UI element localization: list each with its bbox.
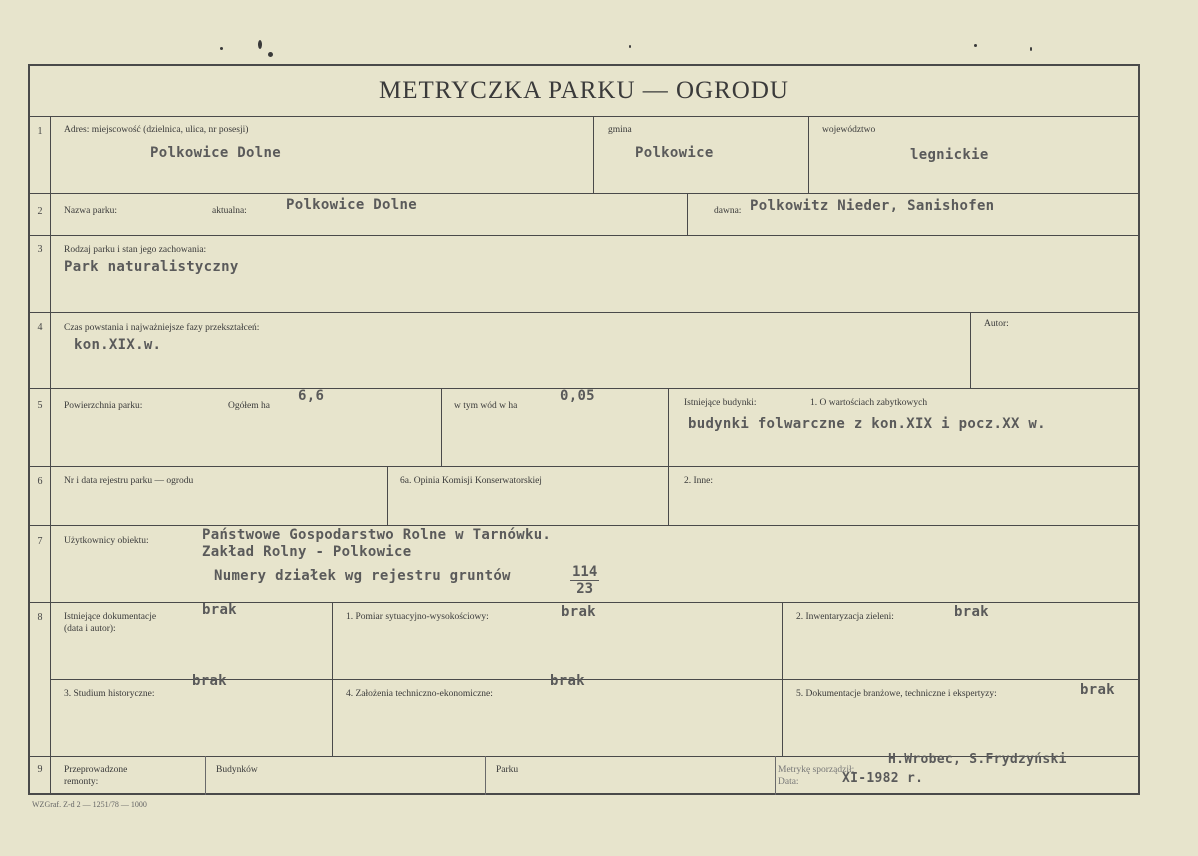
cell-divider (970, 312, 971, 388)
creation-time-label: Czas powstania i najważniejsze fazy przekształceń: (64, 323, 260, 333)
row-divider (30, 466, 1138, 467)
survey-value: brak (561, 604, 596, 620)
voivodeship-value: legnickie (910, 147, 989, 163)
paper-speck (268, 52, 273, 57)
current-name-value: Polkowice Dolne (286, 197, 417, 213)
number-column-divider (50, 116, 51, 795)
row-number: 3 (37, 244, 43, 255)
print-footer: WZGraf. Z-d 2 — 1251/78 — 1000 (32, 800, 147, 809)
park-repairs-label: Parku (496, 765, 519, 775)
inventory-label: 2. Inwentaryzacja zieleni: (796, 612, 894, 622)
conservation-opinion-label: 6a. Opinia Komisji Konserwatorskiej (400, 476, 542, 486)
prepared-by-value: H.Wrobec, S.Frydzyński (888, 752, 1067, 767)
creation-time-value: kon.XIX.w. (74, 337, 162, 353)
cell-divider (441, 388, 442, 466)
docs-label: Istniejące dokumentacje (64, 612, 157, 622)
paper-speck (974, 44, 977, 47)
gmina-value: Polkowice (635, 145, 714, 161)
cell-divider (668, 388, 669, 525)
total-area-label: Ogółem ha (228, 401, 270, 411)
address-value: Polkowice Dolne (150, 145, 281, 161)
cell-divider (775, 756, 776, 795)
history-value: brak (192, 673, 227, 689)
park-record-form (28, 64, 1140, 795)
former-name-value: Polkowitz Nieder, Sanishofen (750, 198, 995, 214)
row-number: 6 (37, 476, 43, 487)
branch-docs-value: brak (1080, 682, 1115, 698)
author-label: Autor: (984, 319, 1009, 329)
plot-numbers-label: Numery działek wg rejestru gruntów (214, 568, 511, 584)
water-area-value: 0,05 (560, 388, 595, 404)
row-number: 2 (37, 206, 43, 217)
address-label: Adres: miejscowość (dzielnica, ulica, nr posesji) (64, 125, 249, 135)
row-divider (30, 235, 1138, 236)
row-divider (30, 193, 1138, 194)
branch-docs-label: 5. Dokumentacje branżowe, techniczne i ekspertyzy: (796, 689, 997, 699)
repairs-label-2: remonty: (64, 777, 99, 787)
row-number: 7 (37, 536, 43, 547)
row-divider (30, 312, 1138, 313)
tech-econ-label: 4. Założenia techniczno-ekonomiczne: (346, 689, 493, 699)
existing-buildings-label: Istniejące budynki: (684, 398, 757, 408)
row-number: 5 (37, 400, 43, 411)
docs-label-2: (data i autor): (64, 624, 116, 634)
repairs-label: Przeprowadzone (64, 765, 128, 775)
total-area-value: 6,6 (298, 388, 325, 404)
buildings-repairs-label: Budynków (216, 765, 258, 775)
users-line-1: Państwowe Gospodarstwo Rolne w Tarnówku. (202, 527, 552, 543)
cell-divider (332, 602, 333, 756)
plot-denominator: 23 (576, 581, 594, 597)
docs-value: brak (202, 602, 237, 618)
park-name-label: Nazwa parku: (64, 206, 118, 216)
former-name-label: dawna: (714, 206, 742, 216)
row-number: 8 (37, 612, 43, 623)
area-label: Powierzchnia parku: (64, 401, 143, 411)
paper-speck (629, 45, 631, 48)
date-value: XI-1982 r. (842, 771, 924, 786)
other-buildings-label: 2. Inne: (684, 476, 714, 486)
water-area-label: w tym wód w ha (454, 401, 518, 411)
register-label: Nr i data rejestru parku — ogrodu (64, 476, 194, 486)
cell-divider (782, 602, 783, 756)
prepared-by-label: Metrykę sporządził: (778, 765, 855, 775)
users-line-2: Zakład Rolny - Polkowice (202, 544, 412, 560)
park-type-value: Park naturalistyczny (64, 259, 239, 275)
park-type-label: Rodzaj parku i stan jego zachowania: (64, 245, 207, 255)
row-number: 4 (37, 322, 43, 333)
cell-divider (485, 756, 486, 795)
row-divider (30, 602, 1138, 603)
survey-label: 1. Pomiar sytuacyjno-wysokościowy: (346, 612, 489, 622)
gmina-label: gmina (608, 125, 632, 135)
cell-divider (808, 116, 809, 193)
cell-divider (593, 116, 594, 193)
row-divider (30, 116, 1138, 117)
paper-speck (258, 40, 262, 49)
row-number: 1 (37, 126, 43, 137)
cell-divider (687, 193, 688, 235)
plot-numerator: 114 (572, 564, 598, 580)
inventory-value: brak (954, 604, 989, 620)
plot-number-fraction (570, 564, 599, 597)
users-label: Użytkownicy obiektu: (64, 536, 149, 546)
buildings-value: budynki folwarczne z kon.XIX i pocz.XX w. (688, 416, 1046, 432)
cell-divider (205, 756, 206, 795)
history-label: 3. Studium historyczne: (64, 689, 155, 699)
cell-divider (387, 466, 388, 525)
date-label: Data: (778, 777, 799, 787)
row-number: 9 (37, 764, 43, 775)
form-title: METRYCZKA PARKU — OGRODU (379, 77, 789, 104)
row-divider (30, 525, 1138, 526)
paper-speck (220, 47, 223, 50)
voivodeship-label: województwo (822, 125, 876, 135)
historic-value-label: 1. O wartościach zabytkowych (810, 398, 928, 408)
tech-value: brak (550, 673, 585, 689)
paper-speck (1030, 47, 1032, 51)
current-name-label: aktualna: (212, 206, 247, 216)
